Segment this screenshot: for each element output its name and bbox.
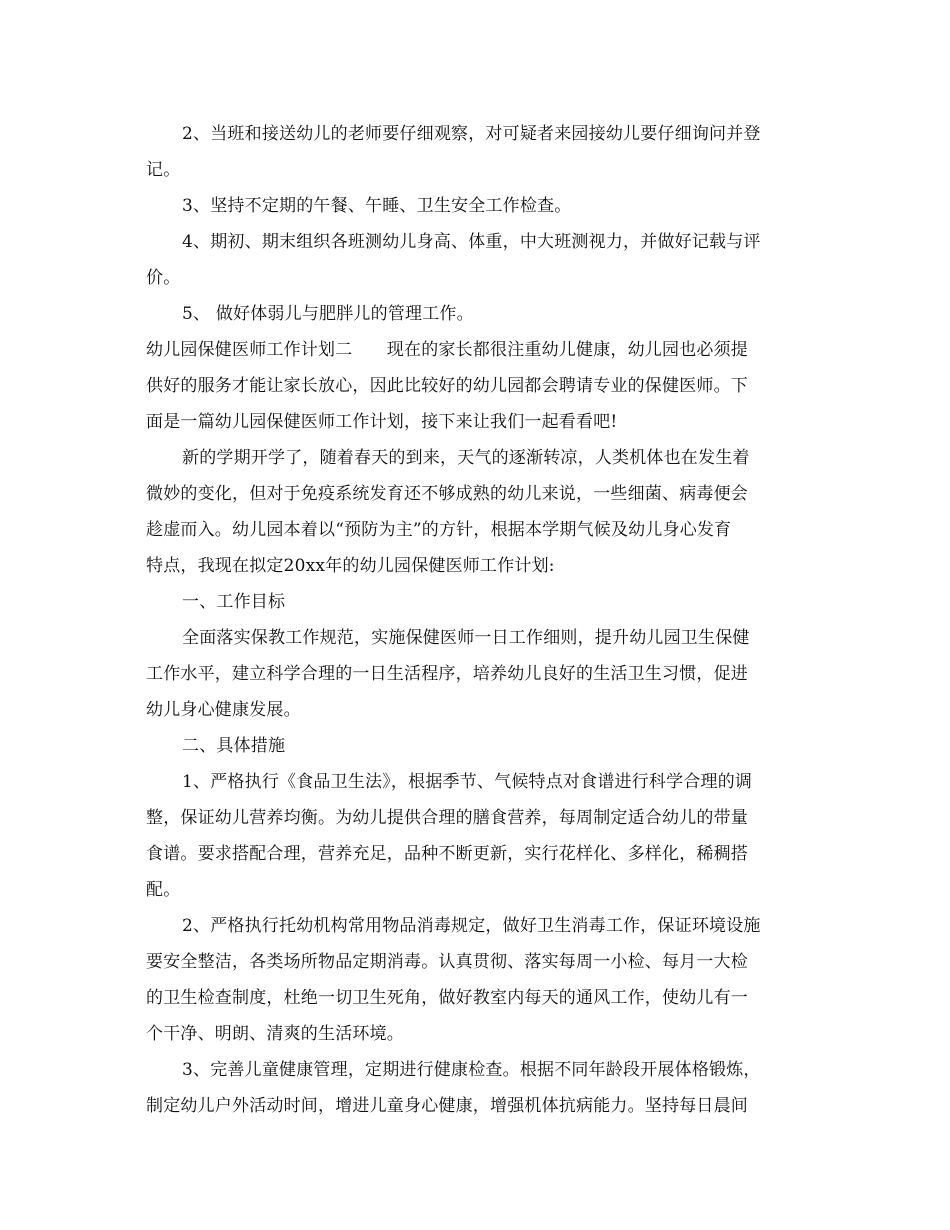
text-line: 3、完善儿童健康管理，定期进行健康检查。根据不同年龄段开展体格锻炼， — [182, 1060, 761, 1080]
text-line: 5、 做好体弱儿与肥胖儿的管理工作。 — [182, 304, 474, 324]
text-line: 2、当班和接送幼儿的老师要仔细观察，对可疑者来园接幼儿要仔细询问并登 — [182, 124, 761, 144]
text-line: 记。 — [146, 160, 181, 180]
text-line: 个干净、明朗、清爽的生活环境。 — [146, 1024, 404, 1044]
text-line: 整，保证幼儿营养均衡。为幼儿提供合理的膳食营养，每周制定适合幼儿的带量 — [146, 808, 748, 828]
text-line: 价。 — [146, 268, 181, 288]
text-line: 全面落实保教工作规范，实施保健医师一日工作细则，提升幼儿园卫生保健 — [182, 628, 750, 648]
text-line: 特点，我现在拟定20xx年的幼儿园保健医师工作计划: — [146, 556, 555, 576]
text-line: 配。 — [146, 880, 181, 900]
text-line: 食谱。要求搭配合理，营养充足，品种不断更新，实行花样化、多样化，稀稠搭 — [146, 844, 748, 864]
text-line: 工作水平，建立科学合理的一日生活程序，培养幼儿良好的生活卫生习惯，促进 — [146, 664, 748, 684]
text-line: 微妙的变化，但对于免疫系统发育还不够成熟的幼儿来说，一些细菌、病毒便会 — [146, 484, 748, 504]
text-line: 4、期初、期末组织各班测幼儿身高、体重，中大班测视力，并做好记载与评 — [182, 232, 761, 252]
text-line: 趁虚而入。幼儿园本着以“预防为主”的方针，根据本学期气候及幼儿身心发育 — [146, 520, 732, 540]
section-heading: 一、工作目标 — [182, 592, 286, 612]
text-line: 新的学期开学了，随着春天的到来，天气的逐渐转凉，人类机体也在发生着 — [182, 448, 750, 468]
section-heading: 二、具体措施 — [182, 736, 286, 756]
text-line: 1、严格执行《食品卫生法》，根据季节、气候特点对食谱进行科学合理的调 — [182, 772, 753, 792]
text-line: 幼儿园保健医师工作计划二 现在的家长都很注重幼儿健康，幼儿园也必须提 — [146, 340, 748, 360]
text-line: 的卫生检查制度，杜绝一切卫生死角，做好教室内每天的通风工作，使幼儿有一 — [146, 988, 748, 1008]
text-line: 面是一篇幼儿园保健医师工作计划，接下来让我们一起看看吧! — [146, 412, 618, 432]
text-line: 3、坚持不定期的午餐、午睡、卫生安全工作检查。 — [182, 196, 572, 216]
text-line: 制定幼儿户外活动时间，增进儿童身心健康，增强机体抗病能力。坚持每日晨间 — [146, 1096, 748, 1116]
text-line: 要安全整洁，各类场所物品定期消毒。认真贯彻、落实每周一小检、每月一大检 — [146, 952, 748, 972]
text-line: 幼儿身心健康发展。 — [146, 700, 301, 720]
text-line: 供好的服务才能让家长放心，因此比较好的幼儿园都会聘请专业的保健医师。下 — [146, 376, 748, 396]
text-line: 2、严格执行托幼机构常用物品消毒规定，做好卫生消毒工作，保证环境设施 — [182, 916, 761, 936]
